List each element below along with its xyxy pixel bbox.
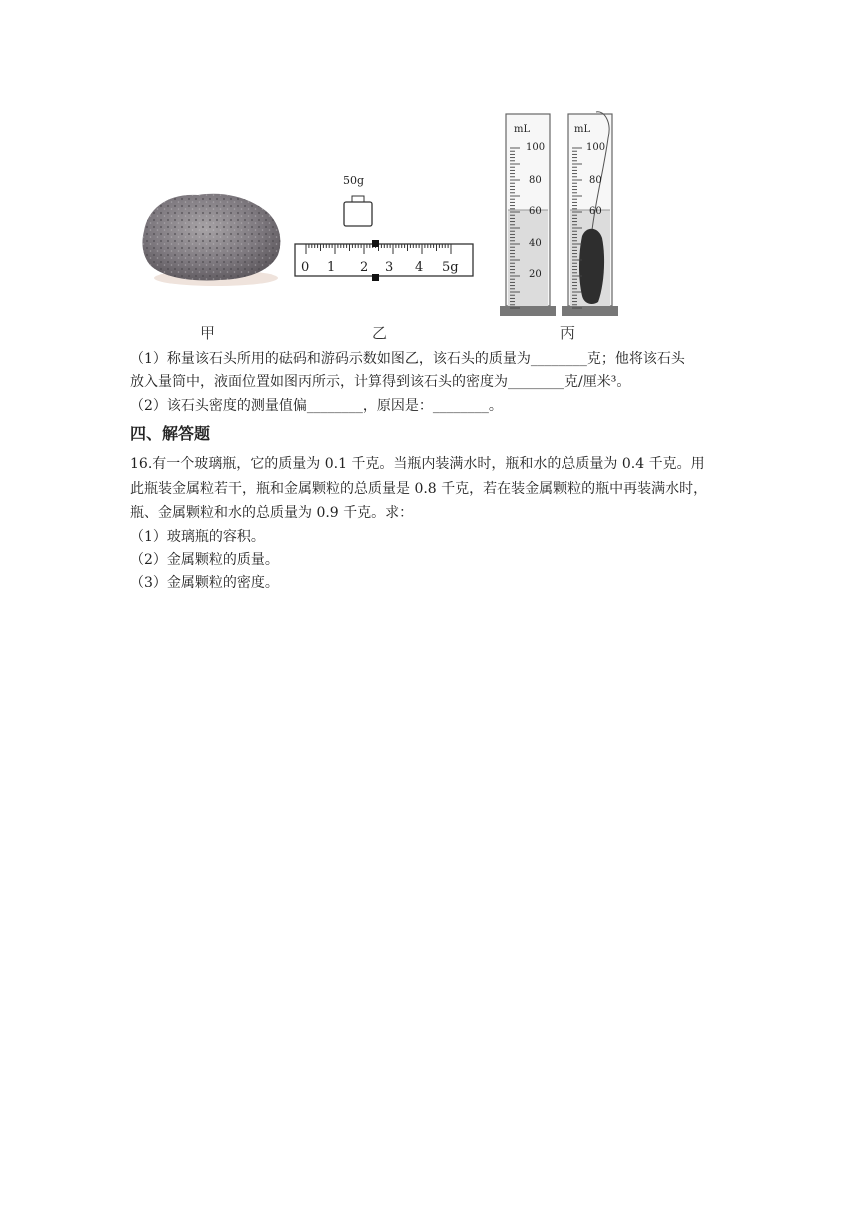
section-heading: 四、解答题 xyxy=(130,424,211,443)
scale-label-2: 2 xyxy=(360,260,369,275)
rock-caption: 甲 xyxy=(200,324,216,342)
cyl-label-60: 60 xyxy=(529,206,542,217)
cyl2-label-100: 100 xyxy=(586,142,606,153)
scale-label-1: 1 xyxy=(327,260,336,275)
balance-figure xyxy=(290,170,480,290)
balance-caption: 乙 xyxy=(372,324,388,342)
cyl-label-100: 100 xyxy=(526,142,546,153)
q15-part1-line1: （1）称量该石头所用的砝码和游码示数如图乙，该石头的质量为________克；他将该石头 xyxy=(130,351,685,367)
cyl-label-80: 80 xyxy=(529,175,542,186)
weight-label: 50g xyxy=(343,174,365,187)
q16-line3: 瓶、金属颗粒和水的总质量为 0.9 千克。求： xyxy=(130,505,414,521)
cylinder-unit-right: mL xyxy=(574,124,591,135)
cyl-label-20: 20 xyxy=(529,269,542,280)
cylinder-figure xyxy=(500,108,640,320)
q16-sub3: （3）金属颗粒的密度。 xyxy=(130,575,279,591)
scale-label-4: 4 xyxy=(415,260,424,275)
cylinder-unit-left: mL xyxy=(514,124,531,135)
scale-label-0: 0 xyxy=(301,260,310,275)
cyl2-label-80: 80 xyxy=(589,175,602,186)
q16-line1: 16.有一个玻璃瓶，它的质量为 0.1 千克。当瓶内装满水时，瓶和水的总质量为 0.4 千克。用 xyxy=(130,456,705,472)
scale-label-5: 5g xyxy=(442,260,459,275)
cyl-label-40: 40 xyxy=(529,238,542,249)
cyl2-label-60: 60 xyxy=(589,206,602,217)
cylinder-caption: 丙 xyxy=(560,324,576,342)
q15-part1-line2: 放入量筒中，液面位置如图丙所示，计算得到该石头的密度为________克/厘米³。 xyxy=(130,374,631,390)
q16-sub2: （2）金属颗粒的质量。 xyxy=(130,552,279,568)
q15-part2: （2）该石头密度的测量值偏________，原因是：________。 xyxy=(130,398,503,414)
rock-image xyxy=(138,183,288,293)
scale-label-3: 3 xyxy=(385,260,394,275)
q16-line2: 此瓶装金属粒若干，瓶和金属颗粒的总质量是 0.8 千克，若在装金属颗粒的瓶中再装满水时， xyxy=(130,481,708,497)
q16-sub1: （1）玻璃瓶的容积。 xyxy=(130,529,265,545)
